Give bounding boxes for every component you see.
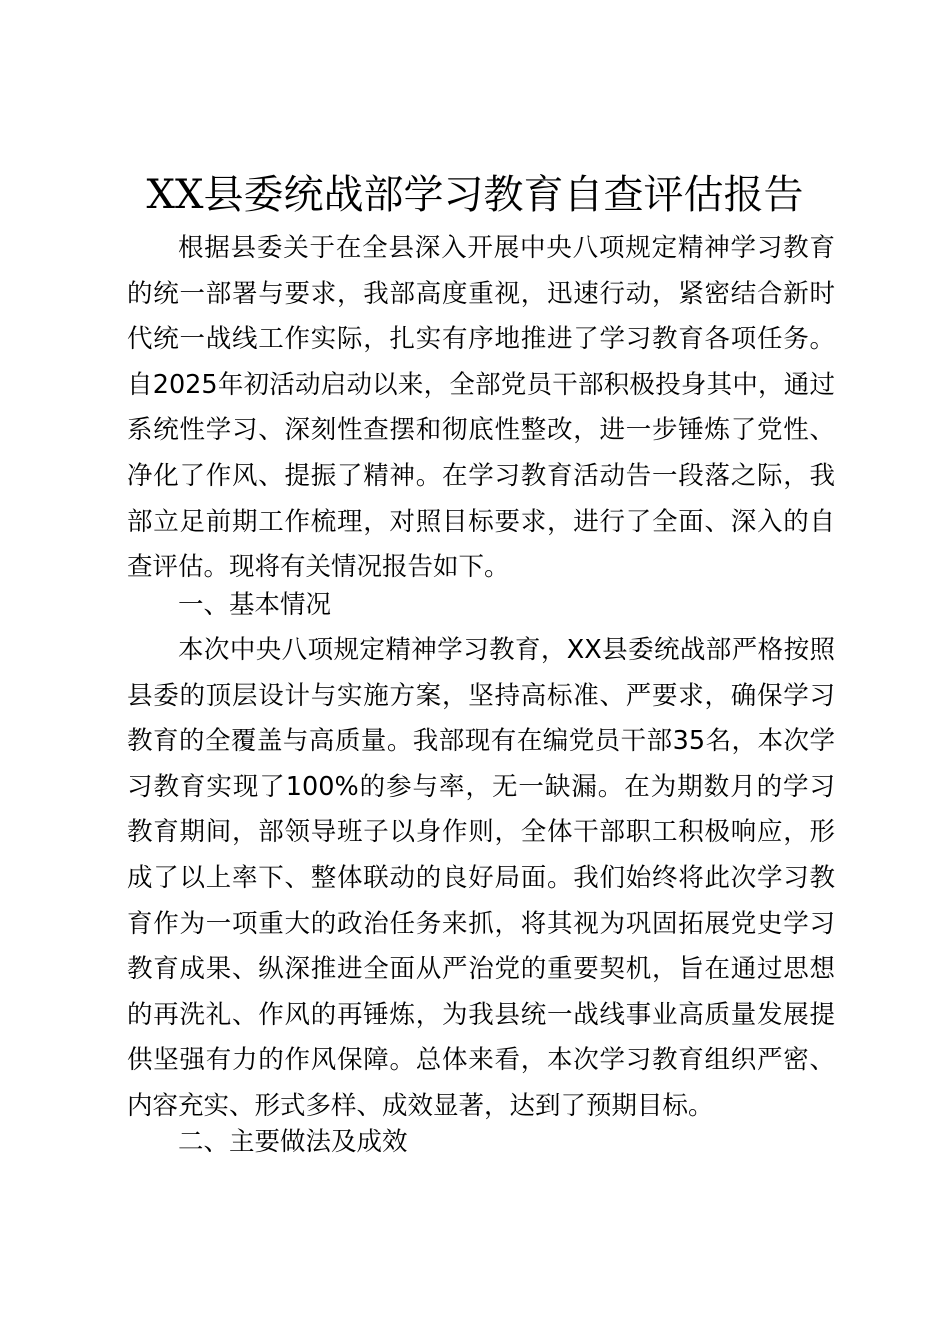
section-2-heading: 二、主要做法及成效 xyxy=(178,1127,408,1157)
document-title: XX县委统战部学习教育自查评估报告 xyxy=(146,172,804,218)
intro-paragraph-block xyxy=(127,226,835,591)
section-1-heading: 一、基本情况 xyxy=(178,590,332,620)
section-1-paragraph: 本次中央八项规定精神学习教育，XX县委统战部严格按照县委的顶层设计与实施方案，坚持高标准、严要求，确保学习教育的全覆盖与高质量。我部现有在编党员干部35名，本次学习教育实现了100%的参与率，无一缺漏。在为期数月的学习教育期间，部领导班子以身作则，全体干部职工积极响应，形成了以上率下、整体联动的良好局面。我们始终将此次学习教育作为一项重大的政治任务来抓，将其视为巩固拓展党史学习教育成果、纵深推进全面从严治党的重要契机，旨在通过思想的再洗礼、作风的再锤炼，为我县统一战线事业高质量发展提供坚强有力的作风保障。总体来看，本次学习教育组织严密、内容充实、形式多样、成效显著，达到了预期目标。 xyxy=(127,635,835,1121)
section-1-paragraph-block xyxy=(127,628,835,1130)
section-1-heading-block xyxy=(127,583,835,629)
section-2-heading-block xyxy=(127,1120,835,1166)
intro-paragraph: 根据县委关于在全县深入开展中央八项规定精神学习教育的统一部署与要求，我部高度重视，迅速行动，紧密结合新时代统一战线工作实际，扎实有序地推进了学习教育各项任务。自2025年初活动启动以来，全部党员干部积极投身其中，通过系统性学习、深刻性查摆和彻底性整改，进一步锤炼了党性、净化了作风、提振了精神。在学习教育活动告一段落之际，我部立足前期工作梳理，对照目标要求，进行了全面、深入的自查评估。现将有关情况报告如下。 xyxy=(127,233,835,583)
